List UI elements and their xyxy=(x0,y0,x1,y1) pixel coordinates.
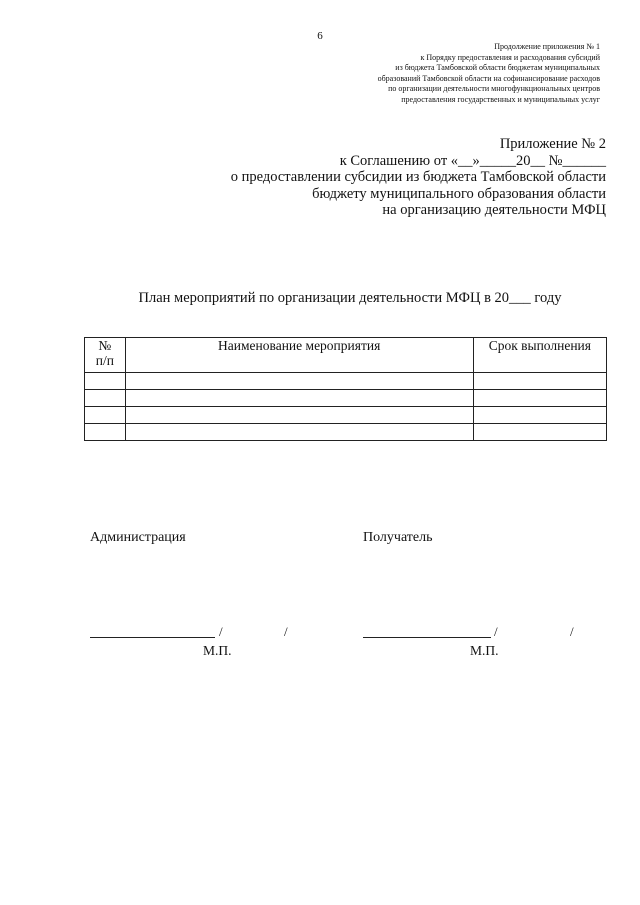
appendix-reference-line: Продолжение приложения № 1 xyxy=(494,42,600,51)
header-deadline: Срок выполнения xyxy=(473,338,606,373)
recipient-slash: / xyxy=(494,624,498,639)
administration-slash: / xyxy=(284,624,288,639)
appendix-reference xyxy=(300,42,600,105)
table-cell xyxy=(85,407,126,424)
table-header-row xyxy=(85,338,607,373)
table-cell xyxy=(85,373,126,390)
plan-title: План мероприятий по организации деятельности МФЦ в 20___ году xyxy=(138,290,562,306)
table-cell xyxy=(125,373,473,390)
table-row xyxy=(85,407,607,424)
annex-line: на организацию деятельности МФЦ xyxy=(382,202,606,218)
annex-heading xyxy=(186,136,606,219)
recipient-signature-line xyxy=(363,637,491,638)
table-cell xyxy=(125,424,473,441)
table-row xyxy=(85,424,607,441)
table-cell xyxy=(125,390,473,407)
administration-stamp: М.П. xyxy=(203,643,232,658)
header-number xyxy=(85,338,126,373)
recipient-slash: / xyxy=(570,624,574,639)
plan-table xyxy=(84,337,607,441)
appendix-reference-line: по организации деятельности многофункциональных центров xyxy=(388,84,600,93)
table-cell xyxy=(473,390,606,407)
table-row xyxy=(85,373,607,390)
appendix-reference-line: предоставления государственных и муниципальных услуг xyxy=(401,94,600,104)
annex-line: к Соглашению от «__»_____20__ №______ xyxy=(339,152,606,169)
administration-signature-line xyxy=(90,637,215,638)
administration-label: Администрация xyxy=(90,530,186,545)
table-cell xyxy=(473,424,606,441)
appendix-reference-line: к Порядку предоставления и расходования субсидий xyxy=(420,52,600,62)
recipient-label: Получатель xyxy=(363,530,433,545)
table-cell xyxy=(473,407,606,424)
appendix-reference-line: из бюджета Тамбовской области бюджетам муниципальных xyxy=(395,63,600,72)
page-number: 6 xyxy=(317,30,323,42)
annex-line: бюджету муниципального образования области xyxy=(312,185,606,202)
header-number-symbol: № xyxy=(98,338,112,353)
table-cell xyxy=(85,424,126,441)
annex-title: Приложение № 2 xyxy=(499,136,606,152)
appendix-reference-line: образований Тамбовской области на софинансирование расходов xyxy=(377,73,600,83)
table-row xyxy=(85,390,607,407)
recipient-stamp: М.П. xyxy=(470,643,499,658)
header-event-name: Наименование мероприятия xyxy=(125,338,473,373)
administration-slash: / xyxy=(219,624,223,639)
annex-line: о предоставлении субсидии из бюджета Тамбовской области xyxy=(230,169,606,185)
table-cell xyxy=(125,407,473,424)
table-cell xyxy=(85,390,126,407)
table-cell xyxy=(473,373,606,390)
header-number-abbr: п/п xyxy=(95,353,114,368)
